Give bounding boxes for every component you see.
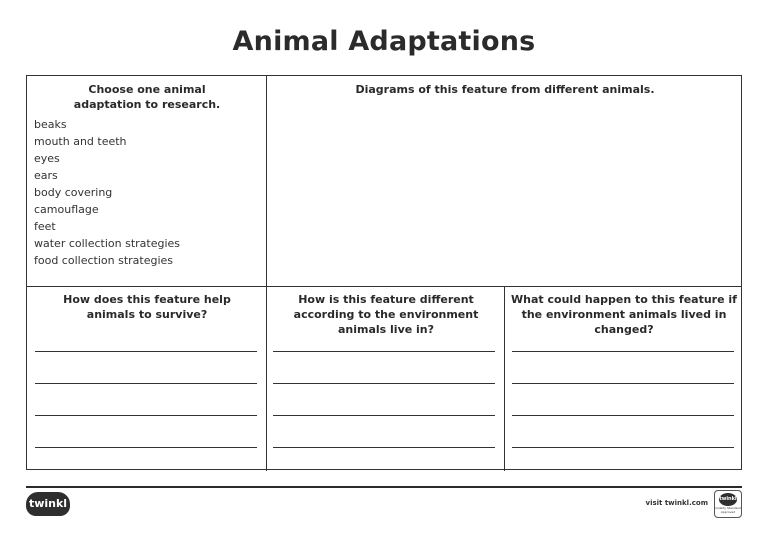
quality-badge: [714, 490, 742, 518]
writing-line[interactable]: [35, 383, 257, 384]
writing-line[interactable]: [512, 415, 734, 416]
worksheet-table: [26, 75, 742, 470]
list-item: water collection strategies: [34, 237, 181, 250]
writing-line[interactable]: [273, 415, 495, 416]
diagrams-heading: Diagrams of this feature from different animals.: [355, 83, 655, 96]
divider: [27, 286, 741, 287]
writing-line[interactable]: [35, 415, 257, 416]
list-item: ears: [34, 169, 58, 182]
visit-link[interactable]: visit twinkl.com: [645, 499, 708, 507]
choose-heading: Choose one animal adaptation to research.: [73, 83, 221, 111]
list-item: mouth and teeth: [34, 135, 127, 148]
writing-line[interactable]: [35, 351, 257, 352]
list-item: body covering: [34, 186, 113, 199]
footer-divider: [26, 486, 742, 488]
divider: [266, 76, 267, 286]
question-change: What could happen to this feature if the environment animals lived in changed?: [511, 293, 737, 336]
badge-logo: twinkl: [719, 493, 737, 506]
writing-line[interactable]: [273, 383, 495, 384]
list-item: eyes: [34, 152, 60, 165]
list-item: camouflage: [34, 203, 99, 216]
writing-line[interactable]: [273, 447, 495, 448]
writing-line[interactable]: [273, 351, 495, 352]
writing-line[interactable]: [35, 447, 257, 448]
writing-line[interactable]: [512, 447, 734, 448]
list-item: beaks: [34, 118, 67, 131]
list-item: feet: [34, 220, 56, 233]
twinkl-logo[interactable]: twinkl: [26, 492, 70, 516]
writing-line[interactable]: [512, 383, 734, 384]
question-environment: How is this feature different according to the environment animals live in?: [293, 293, 479, 336]
question-survive: How does this feature help animals to survive?: [63, 293, 231, 321]
divider: [504, 286, 505, 471]
list-item: food collection strategies: [34, 254, 174, 267]
writing-line[interactable]: [512, 351, 734, 352]
divider: [266, 286, 267, 471]
page-title: Animal Adaptations: [232, 26, 536, 57]
badge-text: Quality Standard Approved: [715, 506, 741, 514]
adaptation-list: [34, 116, 180, 269]
